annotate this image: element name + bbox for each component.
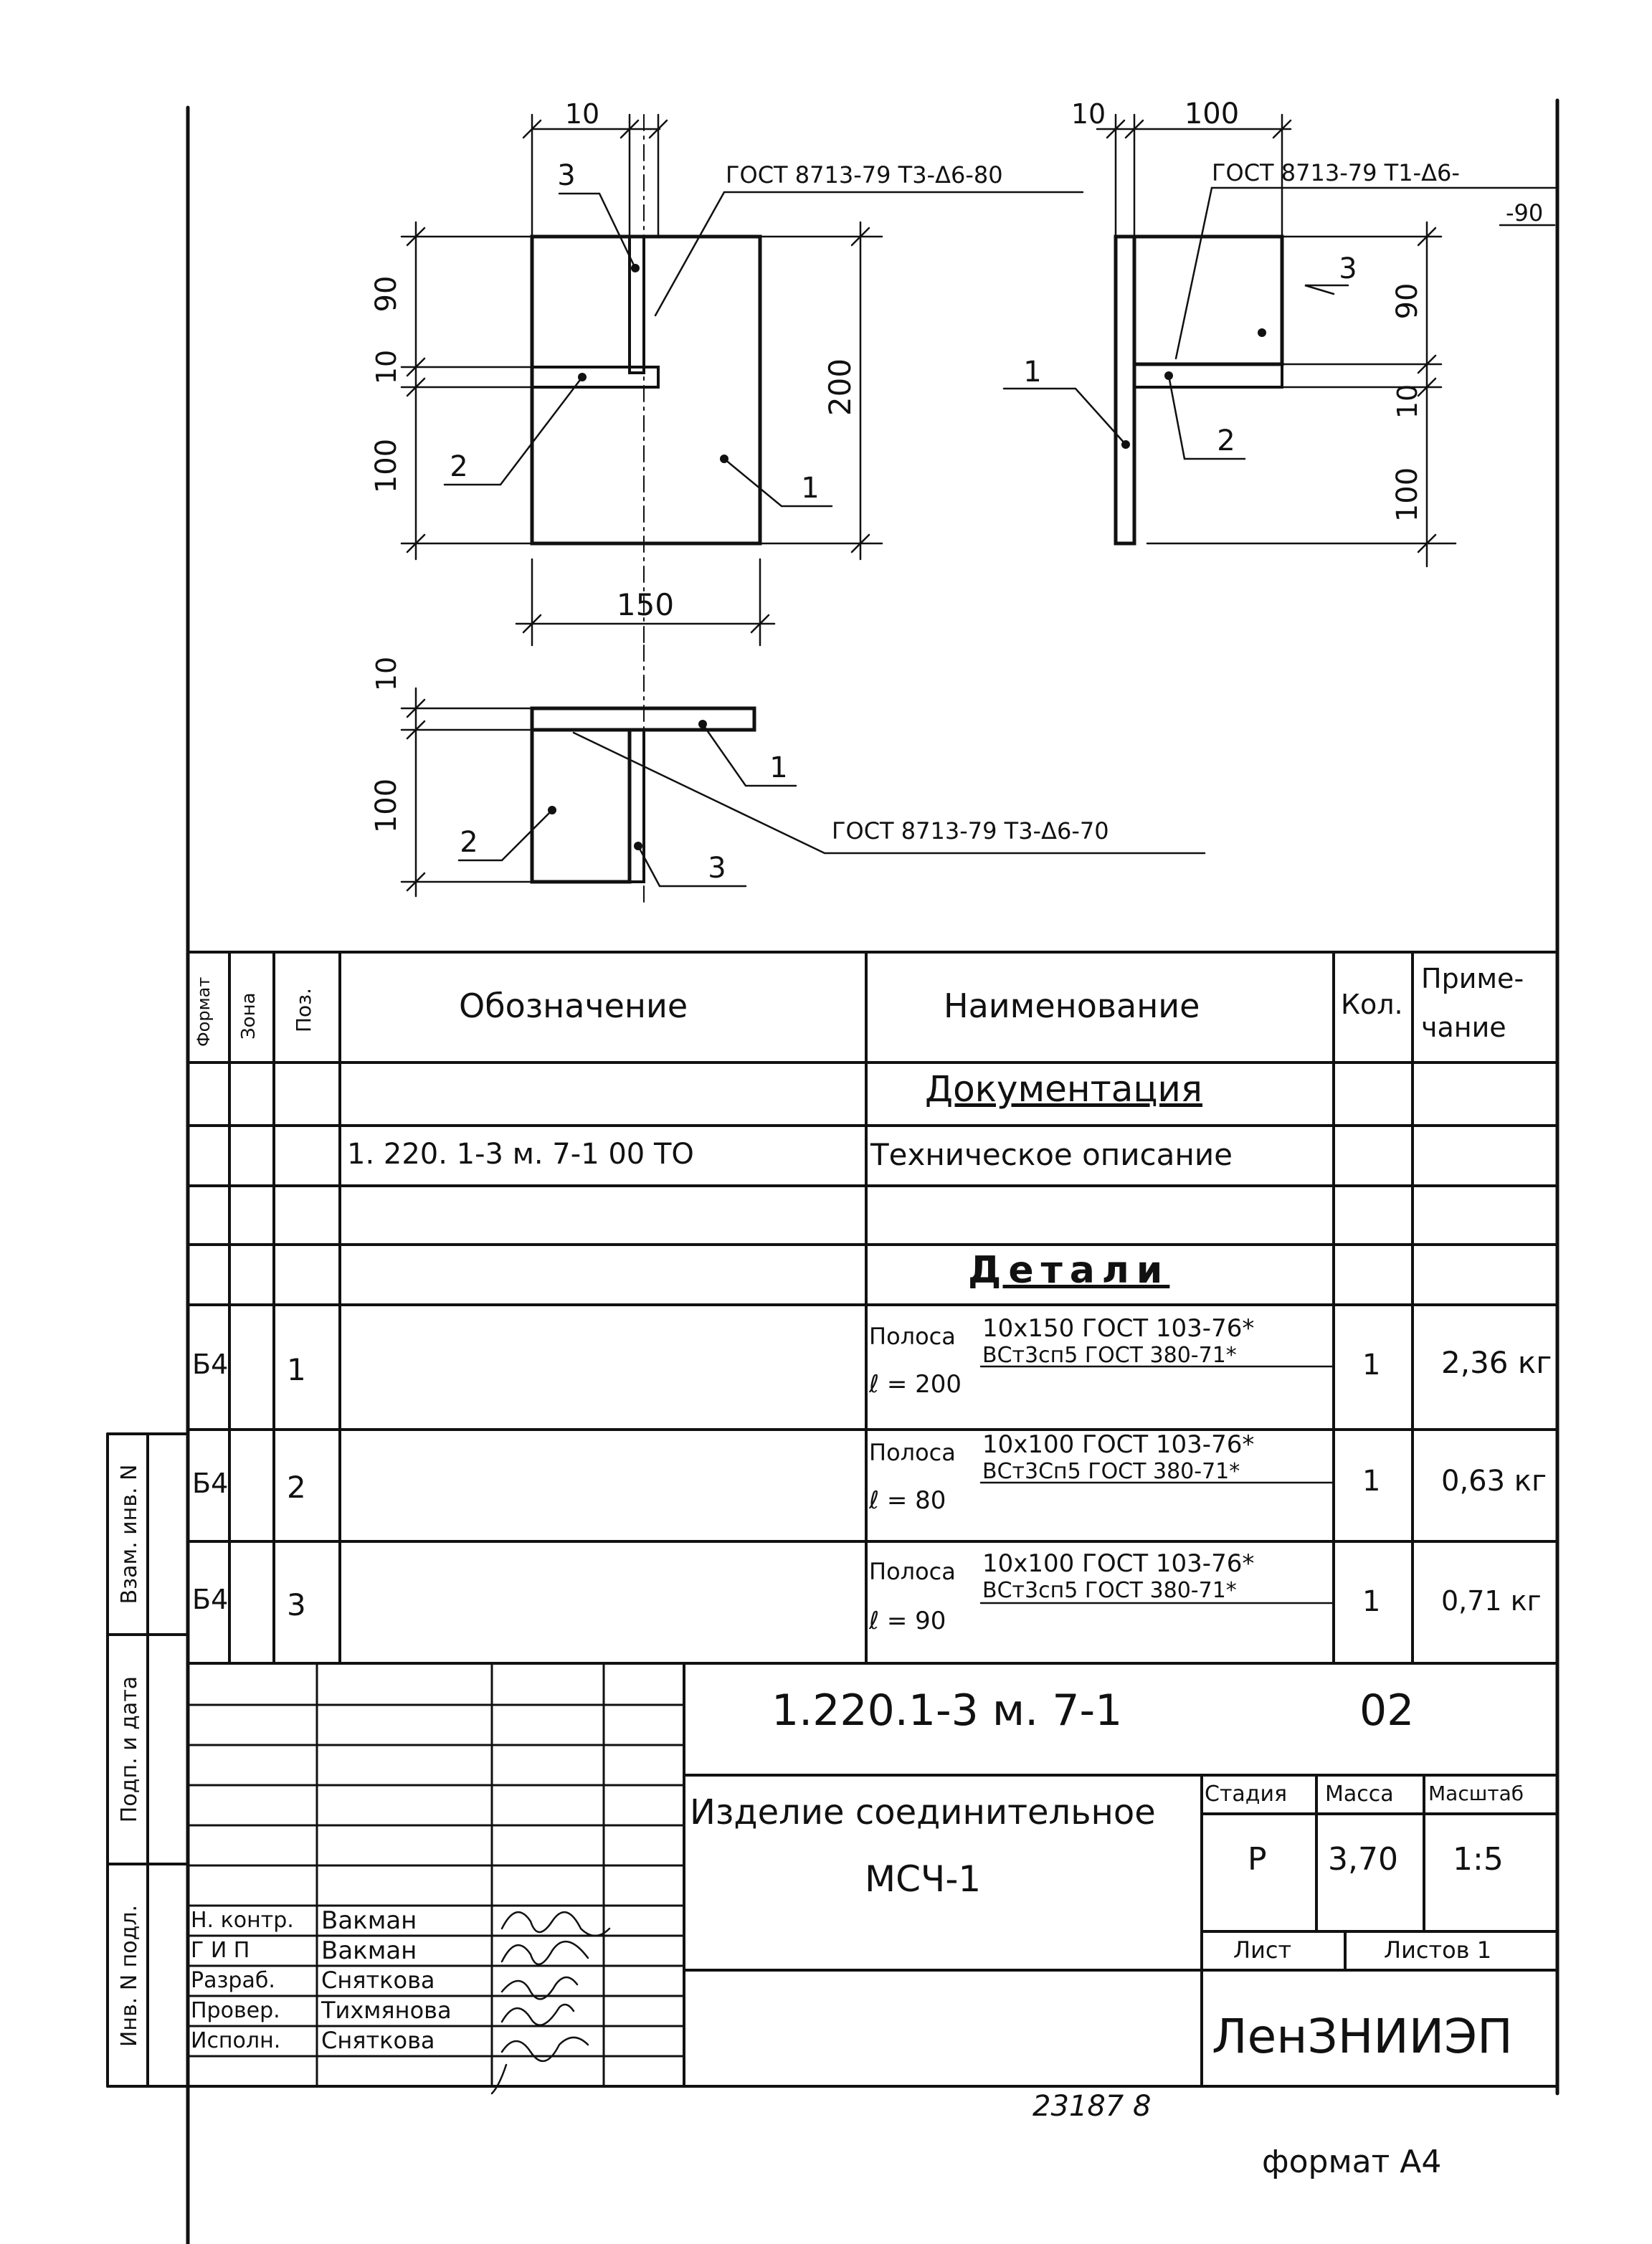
part-material-bottom: ВСт3сп5 ГОСТ 380-71* [982,1343,1237,1368]
doc-row-name: Техническое описание [870,1137,1233,1172]
dim-front-200: 200 [822,358,858,417]
part-material-top: 10х150 ГОСТ 103-76* [982,1314,1255,1343]
sheet-label: Лист [1233,1936,1292,1964]
weld-note-side-line1: ГОСТ 8713-79 Т1-Δ6- [1212,159,1460,186]
header-note-line2: чание [1421,1012,1506,1043]
part-length: ℓ = 80 [869,1486,946,1515]
plate-1-front [532,237,760,543]
part-name-prefix: Полоса [869,1558,956,1585]
pos-label-3-side: 3 [1339,252,1357,285]
signature-name: Вакман [321,1936,417,1965]
sheet-code: 02 [1359,1686,1415,1736]
part-length: ℓ = 200 [869,1370,962,1399]
pos-label-1-plan: 1 [769,751,788,784]
part-material-bottom: ВСт3сп5 ГОСТ 380-71* [982,1578,1237,1603]
dim-side-100-top: 100 [1184,98,1240,130]
dim-front-100: 100 [370,438,403,494]
dim-plan-100: 100 [370,778,403,834]
part-format: Б4 [192,1349,229,1380]
side-view [1004,98,1556,566]
signature-role: Г И П [191,1938,250,1963]
pos-label-2-front: 2 [450,450,468,483]
signature-role: Н. контр. [191,1908,294,1933]
weld-note-plan: ГОСТ 8713-79 Т3-Δ6-70 [832,817,1109,845]
signature-name: Снятковa [321,2027,435,2054]
part-name-prefix: Полоса [869,1439,956,1466]
margin-label-podp-data: Подп. и дата [117,1675,142,1823]
signature-role: Провер. [191,1998,280,2023]
footer-stamp: 23187 8 [1032,2090,1152,2123]
plate-3-front [630,237,644,373]
mass-label: Масса [1325,1782,1394,1807]
signature-role: Исполн. [191,2028,281,2053]
header-designation: Обозначение [459,986,688,1025]
dim-front-90: 90 [370,275,403,313]
part-qty: 1 [1362,1465,1381,1498]
dim-front-10-top: 10 [564,98,600,130]
part-qty: 1 [1362,1349,1381,1382]
scale-value: 1:5 [1453,1841,1504,1878]
part-note: 0,71 кг [1441,1585,1542,1617]
part-note: 0,63 кг [1441,1465,1547,1498]
part-pos: 1 [287,1352,306,1387]
dim-plan-10: 10 [371,656,402,692]
pos-label-3-plan: 3 [708,852,726,885]
part-name-prefix: Полоса [869,1323,956,1350]
part-pos: 2 [287,1470,306,1505]
part-format: Б4 [192,1468,229,1499]
header-zone: Зона [238,992,260,1040]
pos-label-3-front: 3 [557,159,576,192]
plate-2-front [532,367,658,387]
spec-table-grid [188,952,1557,1663]
front-view [370,98,1083,645]
part-material-top: 10х100 ГОСТ 103-76* [982,1430,1255,1459]
dim-side-10: 10 [1392,384,1423,419]
header-format: Формат [194,976,214,1047]
sheets-label: Листов 1 [1384,1936,1492,1964]
product-name-line1: Изделие соединительное [690,1792,1156,1832]
section-title-documentation: Документация [925,1068,1202,1110]
plate-3-plan [630,730,644,882]
stage-value: Р [1248,1841,1267,1878]
doc-number: 1.220.1-3 м. 7-1 [772,1686,1123,1736]
plan-view [370,645,1205,903]
plate-2-side [1134,364,1282,387]
margin-label-vzam-inv: Взам. инв. N [117,1464,142,1604]
org-name: ЛенЗНИИЭП [1212,2009,1513,2064]
part-material-top: 10х100 ГОСТ 103-76* [982,1549,1255,1578]
part-format: Б4 [192,1584,229,1615]
pos-label-1-front: 1 [801,472,820,505]
signature-role: Разраб. [191,1968,275,1993]
plate-3-side [1134,237,1282,364]
part-material-bottom: ВСт3Сп5 ГОСТ 380-71* [982,1459,1240,1484]
pos-label-2-plan: 2 [460,826,478,859]
weld-note-front: ГОСТ 8713-79 Т3-Δ6-80 [726,161,1003,189]
mass-value: 3,70 [1328,1841,1398,1878]
footer-format: формат А4 [1262,2144,1442,2180]
part-note: 2,36 кг [1441,1345,1552,1380]
dim-front-150: 150 [616,587,675,622]
margin-label-inv-podl: Инв. N подл. [117,1904,142,2048]
signature-name: Снятковa [321,1967,435,1994]
header-note-line1: Приме- [1421,963,1524,994]
dim-side-10-top: 10 [1071,98,1106,130]
dim-side-100: 100 [1391,467,1424,523]
pos-label-1-side: 1 [1023,356,1042,389]
header-name: Наименование [944,986,1200,1025]
part-pos: 3 [287,1587,306,1622]
header-pos: Поз. [292,988,315,1032]
header-qty: Кол. [1341,989,1403,1020]
signature-name: Тихмянова [321,1997,452,2024]
doc-row-designation: 1. 220. 1-3 м. 7-1 00 ТО [347,1138,694,1171]
part-qty: 1 [1362,1585,1381,1618]
pos-label-2-side: 2 [1217,424,1235,457]
signature-name: Вакман [321,1906,417,1935]
dim-side-90: 90 [1391,282,1424,320]
weld-note-side-line2: -90 [1506,199,1544,227]
scale-label: Масштаб [1428,1782,1524,1805]
signature-scribbles [492,1912,609,2093]
part-length: ℓ = 90 [869,1607,946,1635]
stage-label: Стадия [1205,1782,1288,1807]
section-title-parts: Детали [968,1249,1170,1292]
product-name-line2: МСЧ-1 [865,1858,982,1900]
plate-1-side [1116,237,1134,543]
dim-front-10-left: 10 [371,349,402,385]
